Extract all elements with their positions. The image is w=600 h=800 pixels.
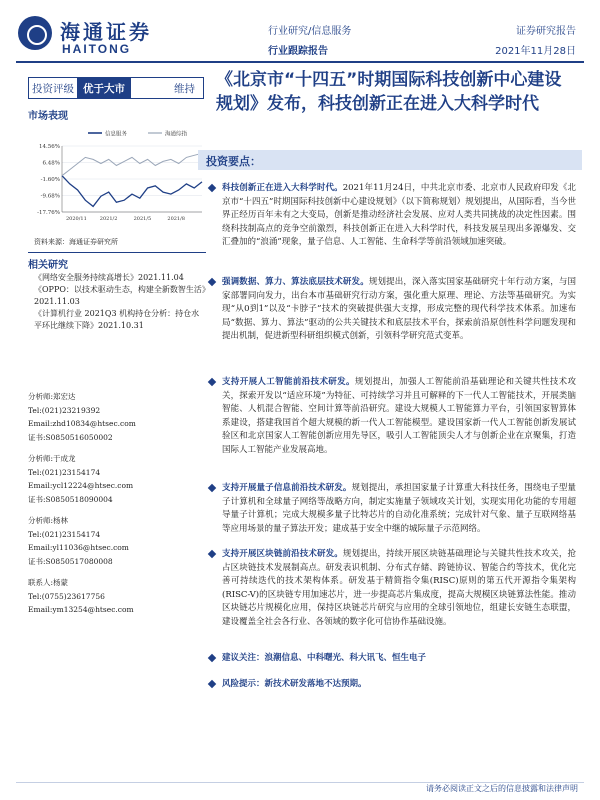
related-list (34, 272, 206, 332)
related-item[interactable]: 《计算机行业 2021Q3 机构持仓分析：持仓水平环比继续下降》2021.10.31 (34, 309, 200, 330)
header-divider (16, 61, 584, 63)
x-tick-label: 2021/5 (133, 216, 152, 222)
footer-disclaimer[interactable]: 请务必阅读正文之后的信息披露和法律声明 (426, 784, 578, 793)
market-chart (28, 128, 206, 228)
rating-box (28, 77, 204, 99)
header-report-type: 行业跟踪报告 (268, 46, 328, 57)
rating-status: 维持 (174, 83, 195, 95)
analyst-block (28, 452, 208, 506)
bullet-body: 规划提出，加强人工智能前沿基础理论和关键共性技术攻关，探索开发以“适应环境”为特征、可持续学习并且可解释的下一代人工智能技术，开展类脑智能、人机混合智能、空间计算等前沿研究。建设大规模人工智能算力平台，引领国家智算体系建设，搭建我国首个超大规模的新一代人工智能模型。建设国家新一代人工智能创新发展试验区和北京国家人工智能创新应用先导区，吸引人工智能顶尖人才与创新企业在京聚集，打造国际人工智能产业发展高地。 (222, 377, 576, 455)
y-tick-label: 14.56% (39, 144, 60, 150)
bullet-diamond-icon (208, 680, 216, 688)
bullet-item (222, 652, 576, 666)
bullet-body: 2021年11月24日，中共北京市委、北京市人民政府印发《北京市“十四五”时期国际科技创新中心建设规划》（以下简称规划）规划提出，从国际看，当今世界正经历百年未有之大变局，创新是推动经济社会发展、应对人类共同挑战的决定性因素。围绕科技制高点的竞争空前激烈，科技创新正在进入大科学时代，科技发展呈现出多源爆发、交汇叠加的“浪涌”现象，量子信息、人工智能、生命科学等前沿领域加速突破。 (222, 183, 576, 248)
bullet-diamond-icon (208, 484, 216, 492)
rating-value: 优于大市 (77, 78, 131, 98)
key-points-title: 投资要点： (206, 155, 261, 168)
legend-label: 海通综指 (165, 131, 188, 138)
y-tick-label: 6.48% (42, 160, 60, 167)
bullet-lead: 支持开展人工智能前沿技术研发。 (222, 377, 355, 387)
bullet-diamond-icon (208, 654, 216, 662)
analyst-email[interactable]: Email:zhd10834@htsec.com (28, 419, 136, 428)
analyst-name: 联系人:杨蒙 (28, 578, 69, 587)
market-title: 市场表现 (28, 111, 68, 122)
x-tick-label: 2021/2 (99, 216, 118, 222)
bullet-lead: 支持开展量子信息前沿技术研发。 (222, 483, 352, 493)
logo-emblem-icon (18, 16, 52, 50)
bullet-lead: 强调数据、算力、算法底层技术研发。 (222, 277, 369, 287)
chart-source: 资料来源：海通证券研究所 (34, 238, 118, 246)
bullet-lead: 科技创新正在进入大科学时代。 (222, 183, 343, 193)
bullet-lead: 支持开展区块链前沿技术研发。 (222, 549, 343, 559)
analyst-name: 分析师:杨林 (28, 516, 69, 525)
report-title: 《北京市“十四五”时期国际科技创新中心建设规划》发布，科技创新正在进入大科学时代 (216, 70, 562, 114)
bullet-diamond-icon (208, 378, 216, 386)
bullet-diamond-icon (208, 184, 216, 192)
header-date: 2021年11月28日 (495, 46, 576, 57)
key-points-bar (198, 150, 582, 170)
bullet-item (222, 182, 576, 250)
bullet-body: 规划提出，深入落实国家基础研究十年行动方案，与国家部署同向发力，出台本市基础研究行动方案，强化重大原理、理论、方法等基础研究。为实现“从0到1”以及“卡脖子”技术的突破提供强大支撑，形成完整的现代科学技术体系。加速布局“数据、算力、算法”驱动的公共关键技术和底层技术平台，探索前沿原创性科学问题发现和提出机制，促进新型科研组织模式创新，引领科学研究范式变革。 (222, 277, 576, 342)
related-item[interactable]: 《网络安全服务持续高增长》2021.11.04 (34, 273, 184, 282)
logo (18, 14, 168, 60)
analyst-tel: Tel:(021)23219392 (28, 405, 101, 415)
bullet-lead: 建议关注： (222, 653, 265, 663)
bullet-body: 规划提出，承担国家量子计算重大科技任务，围绕电子型量子计算机和全球量子网络等战略方向，制定实施量子领域攻关计划，实现实用化功能的专用超导量子计算机；完成大规模多量子比特芯片的自动化准系统；完成针对气象、量子互联网络基等应用场景的量子算法开发；建成基于安全中继的城际量子示范网络。 (222, 483, 576, 534)
analyst-block (28, 576, 208, 617)
left-divider (28, 252, 206, 253)
analyst-tel: Tel:(021)23154174 (28, 467, 101, 477)
analyst-block (28, 390, 208, 444)
analyst-cert: 证书:S0850516050002 (28, 432, 113, 442)
analyst-cert: 证书:S0850518090004 (28, 494, 113, 504)
analyst-email[interactable]: Email:ycl12224@htsec.com (28, 481, 134, 490)
analyst-tel: Tel:(0755)23617756 (28, 591, 105, 601)
header-report-label: 证券研究报告 (516, 26, 576, 37)
analyst-email[interactable]: Email:ym13254@htsec.com (28, 605, 134, 614)
analyst-name: 分析师:于成龙 (28, 454, 76, 463)
analyst-block (28, 514, 208, 568)
related-item[interactable]: 《OPPO：以技术驱动生态，构建全新数智生活》2021.11.03 (34, 285, 206, 306)
y-tick-label: -9.68% (40, 193, 60, 200)
bullet-diamond-icon (208, 278, 216, 286)
analyst-name: 分析师:郑宏达 (28, 392, 76, 401)
series-line (62, 176, 202, 207)
bullet-item (222, 678, 576, 692)
header-category: 行业研究/信息服务 (268, 26, 352, 37)
rating-label: 投资评级 (29, 78, 77, 98)
bullet-highlight: 浪潮信息、中科曙光、科大讯飞、恒生电子 (264, 653, 427, 663)
legend-label: 信息服务 (105, 131, 128, 138)
bullet-item (222, 548, 576, 630)
bullet-item (222, 482, 576, 536)
bullet-item (222, 376, 576, 458)
bullet-highlight: 新技术研发落地不达预期。 (264, 679, 367, 689)
logo-text-cn: 海通证券 (60, 20, 152, 44)
y-tick-label: -1.60% (40, 177, 60, 183)
analyst-tel: Tel:(021)23154174 (28, 529, 101, 539)
analyst-cert: 证书:S0850517080008 (28, 556, 113, 566)
x-tick-label: 2020/11 (66, 216, 87, 222)
series-line (62, 153, 202, 175)
y-tick-label: -17.76% (37, 210, 60, 216)
x-tick-label: 2021/8 (167, 216, 185, 222)
bullet-lead: 风险提示： (222, 679, 265, 689)
related-title: 相关研究 (28, 260, 68, 271)
analyst-email[interactable]: Email:yl11036@htsec.com (28, 543, 129, 552)
logo-text-en: HAITONG (62, 42, 132, 56)
bullet-body: 规划提出，持续开展区块链基础理论与关键共性技术攻关，抢占区块链技术发展制高点。研发表识机制、分布式存储、跨链协议、智能合约等技术，优化完善可持续迭代的技术架构体系。研发基于精简指令集(RISC)原则的第五代开源指令集架构(RISC-V)的区块链专用加速芯片，进一步提高芯片集成度，提高大规模区块链算法性能。推动区块链芯片规模化应用，保持区块链芯片研究与应用的全球引领地位，组建长安链生态联盟，建设覆盖全社会各行业、各领域的数字化可信协作基础设施。 (222, 549, 576, 627)
bullet-item (222, 276, 576, 344)
bullet-diamond-icon (208, 550, 216, 558)
